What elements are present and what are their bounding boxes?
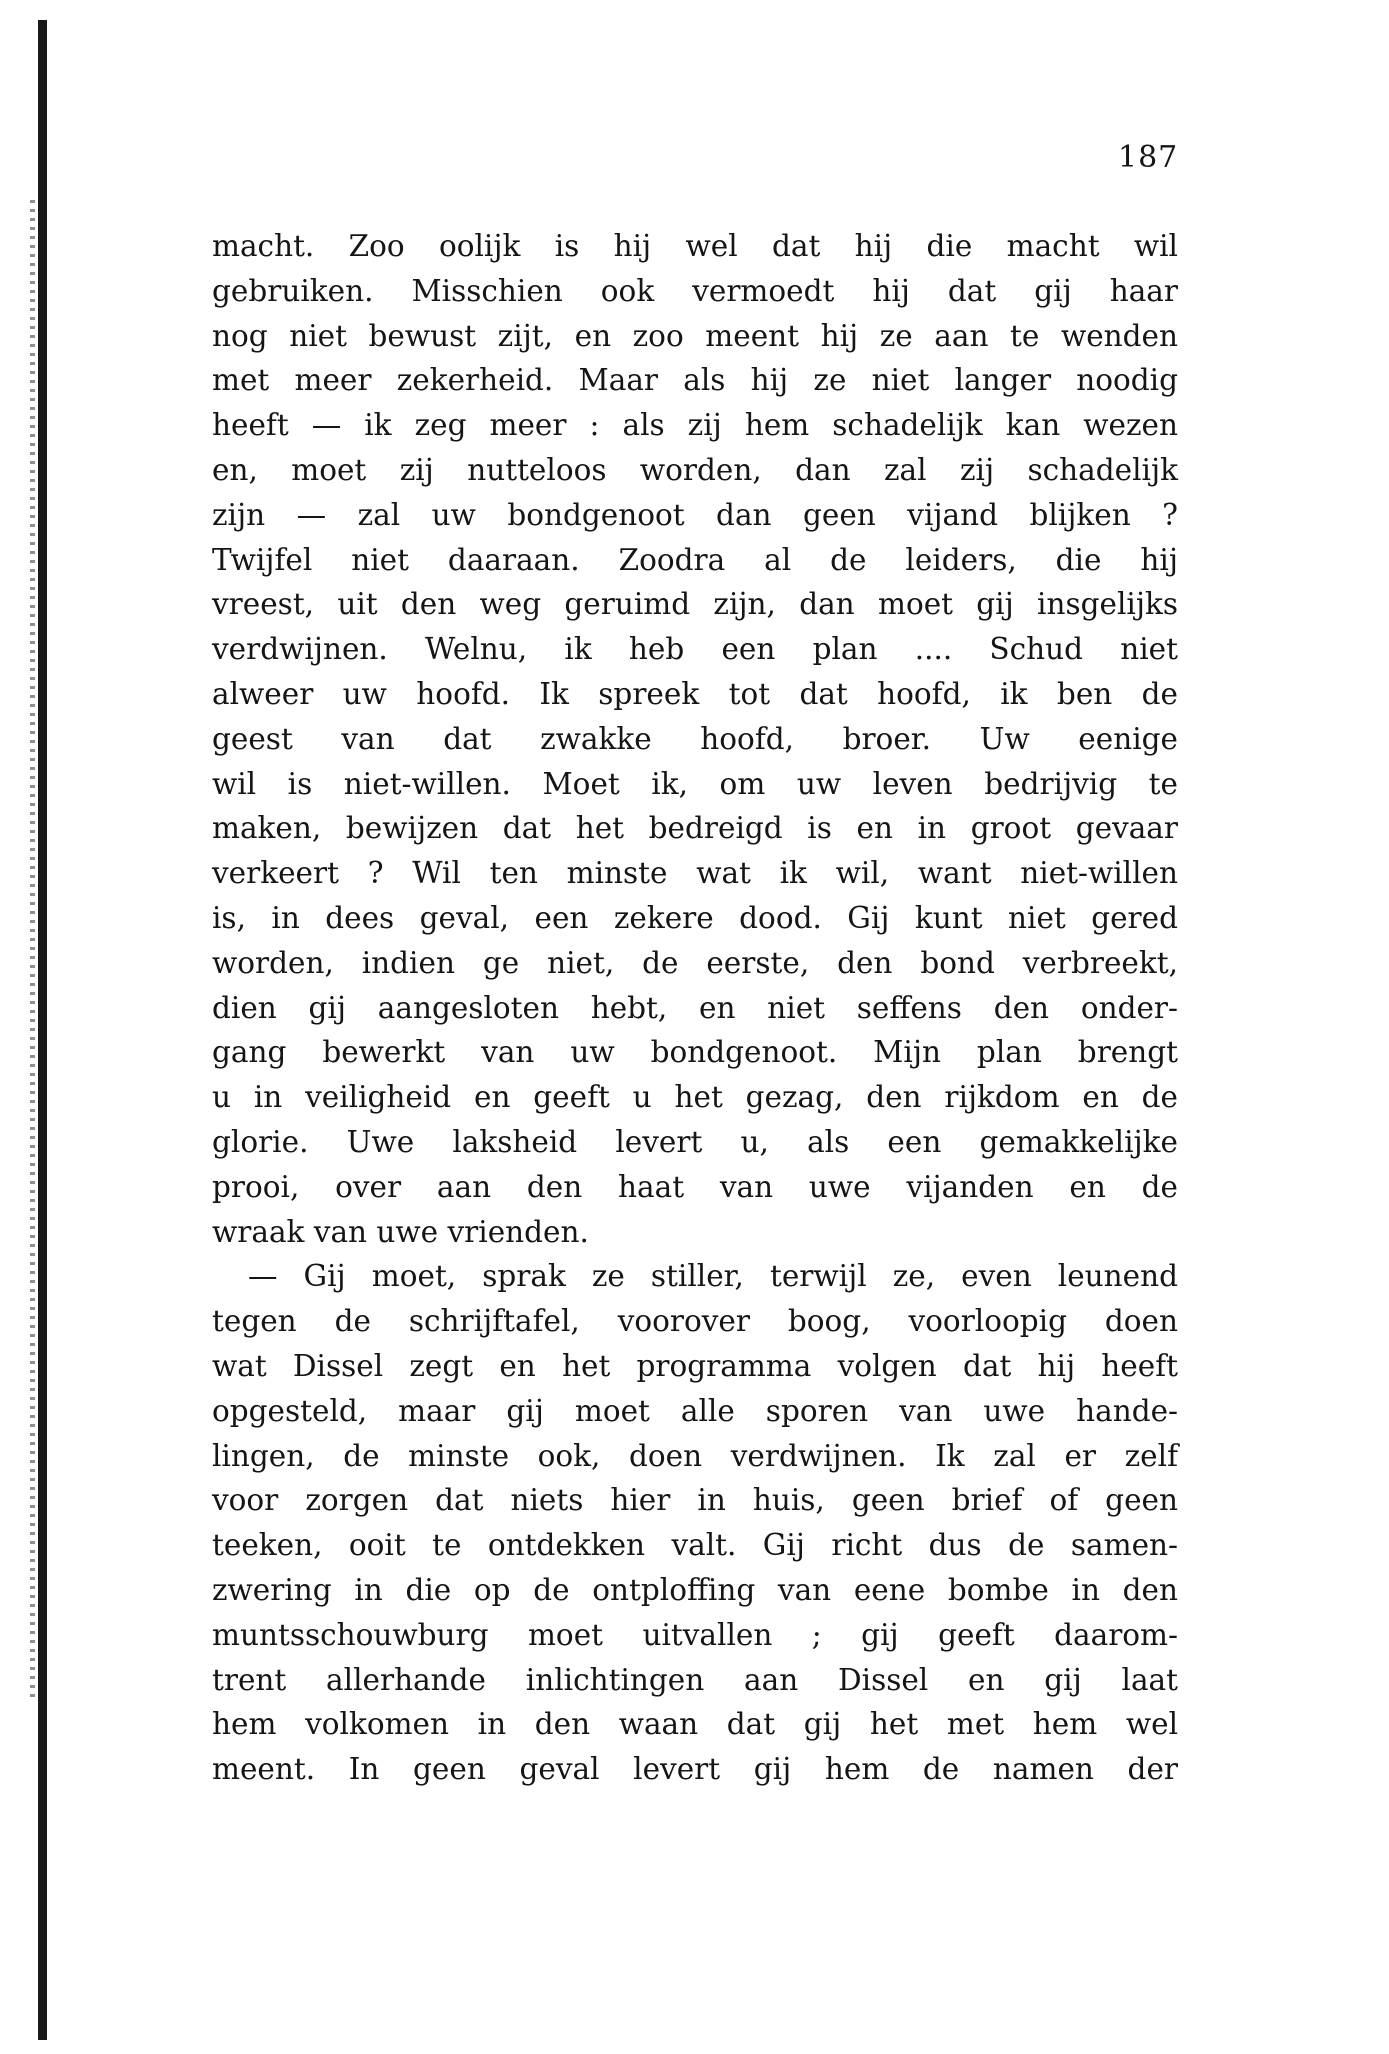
scan-binding-edge xyxy=(38,20,47,2040)
text-line: is, in dees geval, een zekere dood. Gij kunt niet gered xyxy=(212,900,1178,935)
paragraph-start-line: — Gij moet, sprak ze stiller, terwijl ze, even leunend xyxy=(248,1259,1178,1294)
text-line: maken, bewijzen dat het bedreigd is en in groot gevaar xyxy=(212,811,1178,846)
text-line: voor zorgen dat niets hier in huis, geen brief of geen xyxy=(212,1483,1178,1518)
text-line: prooi, over aan den haat van uwe vijanden en de xyxy=(212,1169,1178,1204)
paragraph-end-line: wraak van uwe vrienden. xyxy=(212,1214,589,1249)
page-number: 187 xyxy=(1118,140,1179,175)
text-line: lingen, de minste ook, doen verdwijnen. Ik zal er zelf xyxy=(212,1438,1178,1473)
text-line: zwering in die op de ontploffing van eene bombe in den xyxy=(212,1572,1178,1607)
text-line: en, moet zij nutteloos worden, dan zal zij schadelijk xyxy=(212,452,1178,487)
text-line: gang bewerkt van uw bondgenoot. Mijn plan brengt xyxy=(212,1035,1178,1070)
text-line: Twijfel niet daaraan. Zoodra al de leiders, die hij xyxy=(212,542,1178,577)
text-line: met meer zekerheid. Maar als hij ze niet langer noodig xyxy=(212,363,1178,398)
text-line: hem volkomen in den waan dat gij het met hem wel xyxy=(212,1707,1178,1742)
text-line: verkeert ? Wil ten minste wat ik wil, want niet-willen xyxy=(212,856,1178,891)
text-line: alweer uw hoofd. Ik spreek tot dat hoofd, ik ben de xyxy=(212,676,1178,711)
text-line: dien gij aangesloten hebt, en niet seffens den onder- xyxy=(212,990,1178,1025)
scan-binding-shadow xyxy=(30,200,35,1700)
text-line: muntsschouwburg moet uitvallen ; gij geeft daarom- xyxy=(212,1617,1178,1652)
text-line: trent allerhande inlichtingen aan Dissel en gij laat xyxy=(212,1662,1178,1697)
text-line: tegen de schrijftafel, voorover boog, voorloopig doen xyxy=(212,1304,1178,1339)
text-line: wil is niet-willen. Moet ik, om uw leven bedrijvig te xyxy=(212,766,1178,801)
text-line: worden, indien ge niet, de eerste, den bond verbreekt, xyxy=(212,945,1178,980)
text-line: meent. In geen geval levert gij hem de namen der xyxy=(212,1752,1178,1787)
text-line: glorie. Uwe laksheid levert u, als een gemakkelijke xyxy=(212,1124,1178,1159)
text-line: nog niet bewust zijt, en zoo meent hij ze aan te wenden xyxy=(212,318,1178,353)
text-line: geest van dat zwakke hoofd, broer. Uw eenige xyxy=(212,721,1178,756)
text-line: verdwijnen. Welnu, ik heb een plan .... Schud niet xyxy=(212,632,1178,667)
page-body-text xyxy=(212,224,1178,1792)
text-line: zijn — zal uw bondgenoot dan geen vijand blijken ? xyxy=(212,497,1178,532)
text-line: gebruiken. Misschien ook vermoedt hij dat gij haar xyxy=(212,273,1178,308)
text-line: opgesteld, maar gij moet alle sporen van uwe hande- xyxy=(212,1393,1178,1428)
text-line: teeken, ooit te ontdekken valt. Gij richt dus de samen- xyxy=(212,1528,1178,1563)
text-line: vreest, uit den weg geruimd zijn, dan moet gij insgelijks xyxy=(212,587,1178,622)
text-line: u in veiligheid en geeft u het gezag, den rijkdom en de xyxy=(212,1080,1178,1115)
text-line: macht. Zoo oolijk is hij wel dat hij die macht wil xyxy=(212,229,1178,263)
text-line: wat Dissel zegt en het programma volgen dat hij heeft xyxy=(212,1348,1178,1383)
text-line: heeft — ik zeg meer : als zij hem schadelijk kan wezen xyxy=(212,408,1178,443)
